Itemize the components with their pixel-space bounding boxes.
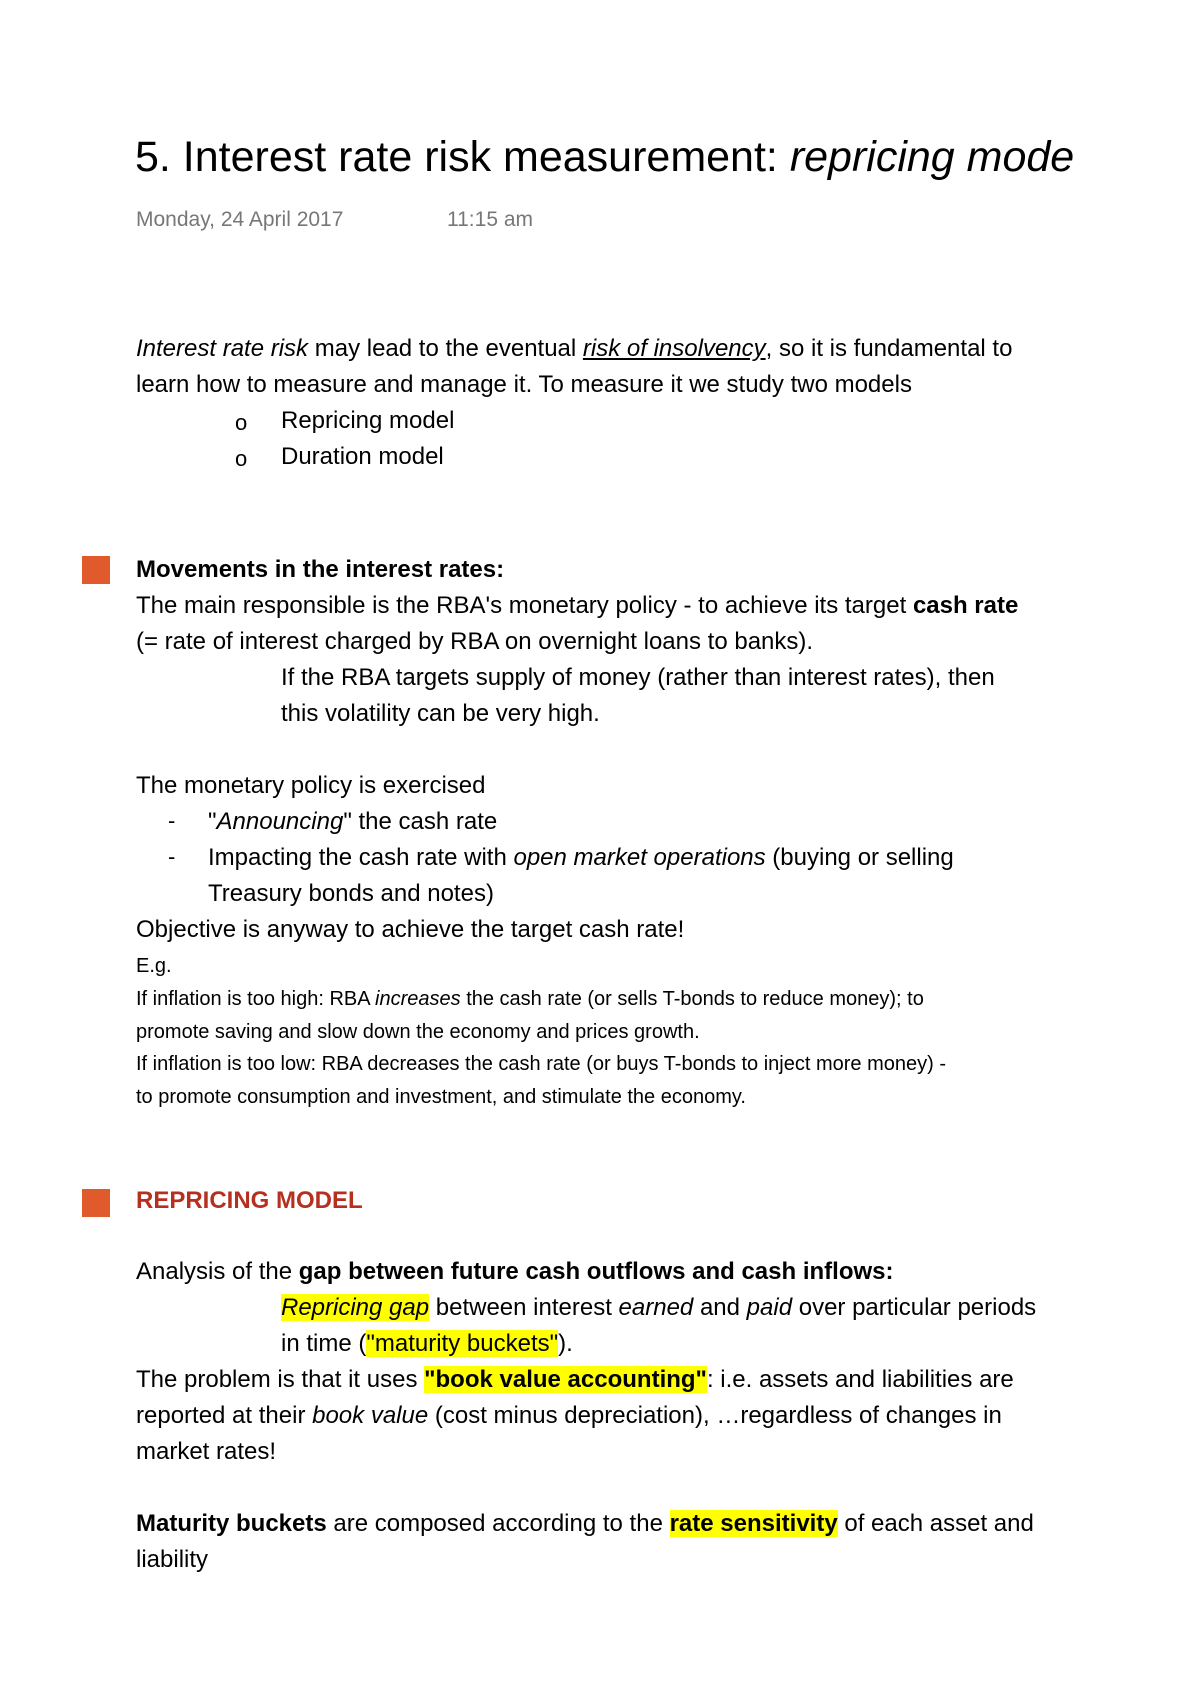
- movements-line-5: The monetary policy is exercised: [136, 772, 486, 799]
- page-title-italic: repricing mode: [789, 133, 1075, 181]
- list-item-policy: [208, 808, 497, 837]
- repricing-line-3: [281, 1330, 573, 1359]
- repricing-text: The problem is that it uses: [136, 1366, 425, 1393]
- repricing-text: and: [693, 1294, 747, 1321]
- italic-term: book value: [312, 1402, 429, 1429]
- highlighted-bold-term: rate sensitivity: [669, 1510, 838, 1537]
- list-item-model: Repricing model: [281, 407, 455, 434]
- bullet-circle-icon: o: [235, 410, 248, 435]
- tag-square-icon: [82, 1189, 110, 1217]
- repricing-text: : i.e. assets and liabilities are: [706, 1366, 1014, 1393]
- list-item-policy-continued: Treasury bonds and notes): [208, 880, 494, 907]
- repricing-line-1: [136, 1258, 894, 1287]
- intro-term: Interest rate risk: [136, 335, 309, 362]
- policy-text: " the cash rate: [343, 808, 498, 835]
- movements-bold-term: cash rate: [912, 592, 1019, 619]
- intro-text: , so it is fundamental to: [765, 335, 1013, 362]
- example-line-4: to promote consumption and investment, and stimulate the economy.: [136, 1086, 746, 1108]
- highlighted-term: "maturity buckets": [366, 1330, 559, 1357]
- repricing-bold-term: gap between future cash outflows and cash inflows:: [298, 1258, 894, 1285]
- repricing-line-2: [281, 1294, 1036, 1323]
- intro-line-2: learn how to measure and manage it. To measure it we study two models: [136, 371, 912, 398]
- movements-line-3: If the RBA targets supply of money (rather than interest rates), then: [281, 664, 995, 691]
- italic-term: Announcing: [216, 808, 344, 835]
- repricing-line-7: [136, 1510, 1034, 1539]
- repricing-text: (cost minus depreciation), …regardless of changes in: [428, 1402, 1002, 1429]
- section-heading-repricing: REPRICING MODEL: [136, 1187, 363, 1214]
- page-title-plain: 5. Interest rate risk measurement:: [135, 133, 790, 181]
- section-heading-movements: Movements in the interest rates:: [136, 556, 505, 583]
- repricing-text: over particular periods: [792, 1294, 1037, 1321]
- repricing-line-5: [136, 1402, 1002, 1431]
- dash-bullet: -: [168, 808, 176, 833]
- page-date: Monday, 24 April 2017: [136, 208, 344, 231]
- policy-text: Impacting the cash rate with: [208, 844, 514, 871]
- example-text: If inflation is too high: RBA: [136, 988, 376, 1010]
- quote: ": [208, 808, 217, 835]
- highlighted-term: Repricing gap: [281, 1294, 430, 1321]
- page-time: 11:15 am: [447, 208, 533, 231]
- repricing-text: Analysis of the: [136, 1258, 299, 1285]
- example-line-1: [136, 987, 924, 1011]
- highlighted-bold-term: "book value accounting": [424, 1366, 707, 1393]
- example-line-3: If inflation is too low: RBA decreases the cash rate (or buys T-bonds to inject more money) -: [136, 1053, 947, 1075]
- repricing-text: in time (: [281, 1330, 367, 1357]
- repricing-text: are composed according to the: [326, 1510, 670, 1537]
- repricing-line-8: liability: [136, 1546, 209, 1573]
- repricing-text: ).: [558, 1330, 573, 1357]
- example-line-2: promote saving and slow down the economy and prices growth.: [136, 1021, 700, 1043]
- repricing-bold-term: Maturity buckets: [136, 1510, 327, 1537]
- dash-bullet: -: [168, 844, 176, 869]
- page-title: [135, 134, 1074, 181]
- repricing-line-6: market rates!: [136, 1438, 277, 1465]
- movements-text: The main responsible is the RBA's monetary policy - to achieve its target: [136, 592, 913, 619]
- repricing-text: reported at their: [136, 1402, 313, 1429]
- example-label: E.g.: [136, 955, 172, 977]
- movements-line-6: Objective is anyway to achieve the target cash rate!: [136, 916, 685, 943]
- movements-line-2: (= rate of interest charged by RBA on overnight loans to banks).: [136, 628, 814, 655]
- repricing-text: of each asset and: [837, 1510, 1034, 1537]
- italic-term: paid: [746, 1294, 793, 1321]
- intro-underlined-term: risk of insolvency: [582, 335, 766, 362]
- repricing-line-4: [136, 1366, 1014, 1395]
- example-text: the cash rate (or sells T-bonds to reduce money); to: [460, 988, 924, 1010]
- list-item-policy: [208, 844, 954, 873]
- movements-line-1: [136, 592, 1018, 621]
- movements-line-4: this volatility can be very high.: [281, 700, 600, 727]
- intro-line-1: [136, 335, 1012, 364]
- italic-term: earned: [618, 1294, 694, 1321]
- repricing-text: between interest: [429, 1294, 619, 1321]
- italic-term: open market operations: [513, 844, 766, 871]
- intro-text: may lead to the eventual: [308, 335, 583, 362]
- policy-text: (buying or selling: [765, 844, 954, 871]
- italic-term: increases: [375, 988, 461, 1010]
- list-item-model: Duration model: [281, 443, 444, 470]
- tag-square-icon: [82, 556, 110, 584]
- bullet-circle-icon: o: [235, 446, 248, 471]
